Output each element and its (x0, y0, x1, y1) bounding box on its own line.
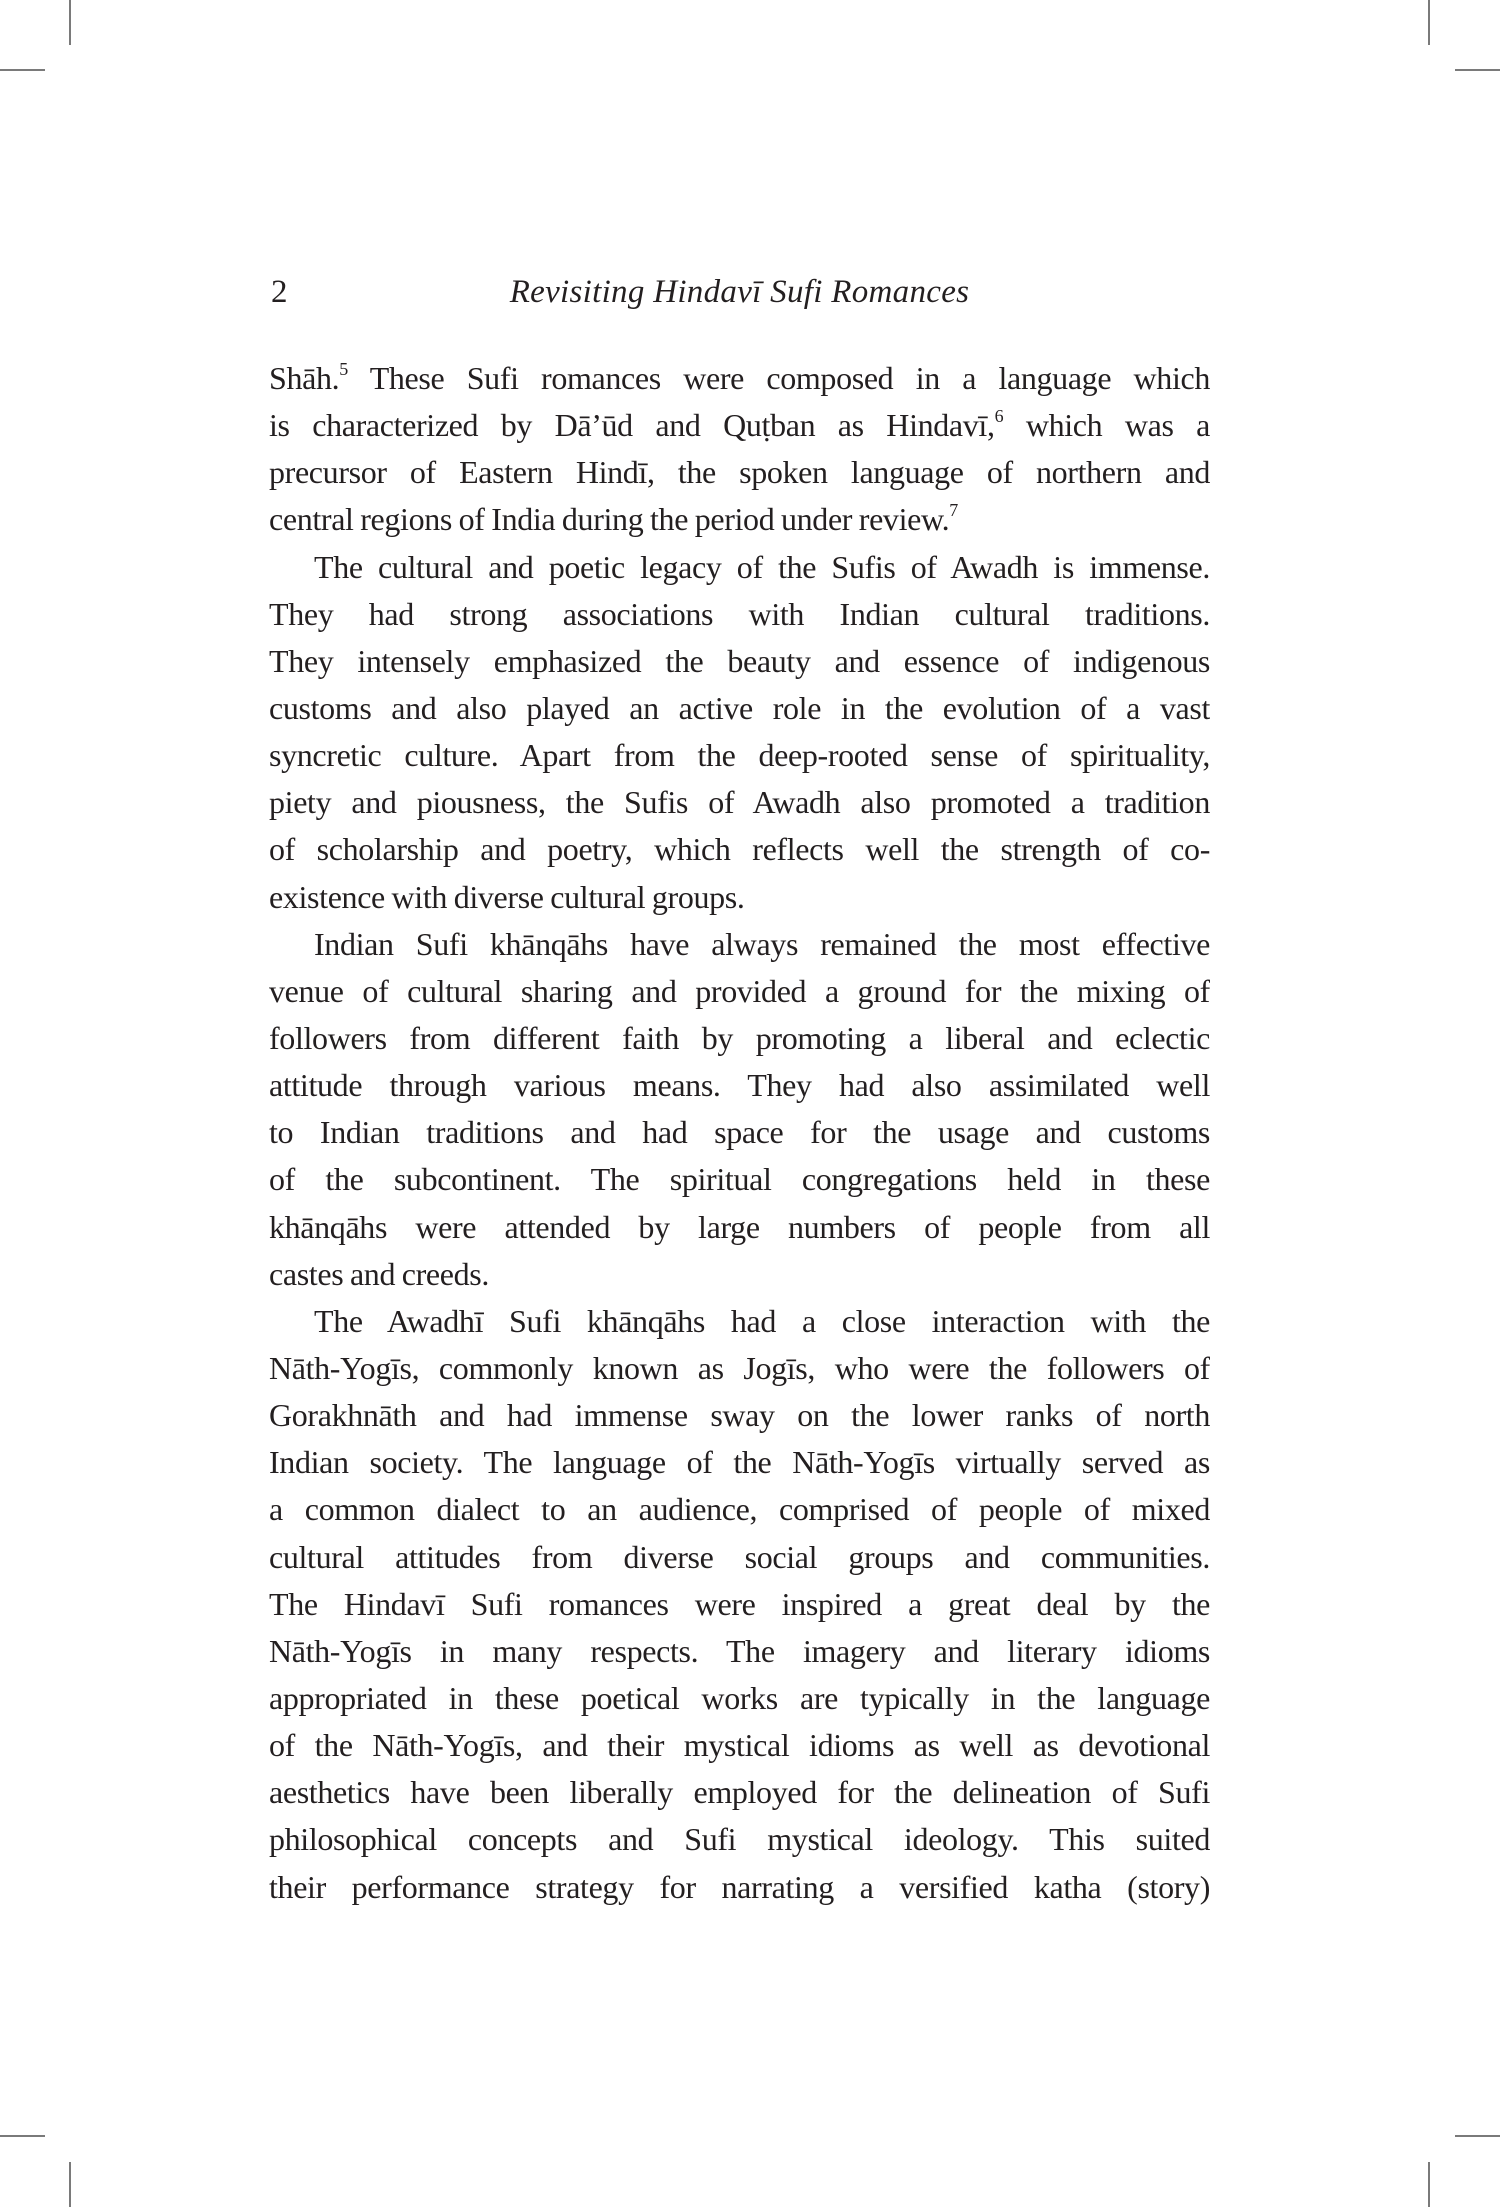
crop-mark-bottom-left-horizontal (0, 2135, 45, 2137)
text-run: Shāh. (269, 360, 340, 396)
body-text (269, 355, 1210, 1911)
crop-mark-bottom-right-horizontal (1455, 2135, 1500, 2137)
text-run: khānqāhs were attended by large numbers of people from all (269, 1208, 1210, 1245)
text-line (269, 1722, 1210, 1769)
text-run: of the Nāth-Yogīs, and their mystical idioms as well as devotional (269, 1727, 1210, 1764)
crop-mark-bottom-right-vertical (1428, 2162, 1430, 2207)
text-line (269, 1109, 1210, 1156)
text-run: These Sufi romances were composed in a language which (347, 360, 1210, 396)
text-run: piety and piousness, the Sufis of Awadh also promoted a tradition (269, 784, 1210, 821)
text-run: syncretic culture. Apart from the deep-rooted sense of spirituality, (269, 737, 1210, 774)
text-run: The Hindavī Sufi romances were inspired a great deal by the (269, 1585, 1210, 1622)
text-run: existence with diverse cultural groups. (269, 878, 745, 915)
text-run: They intensely emphasized the beauty and essence of indigenous (269, 642, 1210, 679)
text-line (269, 1298, 1210, 1345)
text-line (269, 402, 1210, 449)
text-run: Nāth-Yogīs in many respects. The imagery and literary idioms (269, 1632, 1210, 1669)
running-title: Revisiting Hindavī Sufi Romances (509, 274, 970, 310)
text-run: Gorakhnāth and had immense sway on the lower ranks of north (269, 1397, 1210, 1434)
text-line (269, 1486, 1210, 1533)
footnote-marker: 6 (994, 406, 1004, 427)
text-run: cultural attitudes from diverse social groups and communities. (269, 1538, 1210, 1575)
text-line (269, 1534, 1210, 1581)
text-run: venue of cultural sharing and provided a ground for the mixing of (269, 972, 1210, 1009)
text-run: castes and creeds. (269, 1255, 490, 1292)
text-run: which was a (1003, 407, 1210, 444)
text-line (269, 496, 1210, 543)
text-line (269, 779, 1210, 826)
text-line (269, 1628, 1210, 1675)
text-run: They had strong associations with Indian cultural traditions. (269, 595, 1210, 632)
text-line (269, 1015, 1210, 1062)
text-run: Nāth-Yogīs, commonly known as Jogīs, who were the followers of (269, 1349, 1210, 1386)
footnote-marker: 7 (949, 500, 958, 521)
text-run: followers from different faith by promoting a liberal and eclectic (269, 1019, 1210, 1056)
paragraph (269, 355, 1210, 544)
text-line (269, 874, 1210, 921)
paragraph (269, 544, 1210, 921)
text-run: Indian society. The language of the Nāth-Yogīs virtually served as (269, 1444, 1210, 1481)
text-run: The cultural and poetic legacy of the Sufis of Awadh is immense. (314, 548, 1210, 585)
text-run: aesthetics have been liberally employed for the delineation of Sufi (269, 1774, 1210, 1811)
text-line (269, 544, 1210, 591)
text-run: customs and also played an active role in the evolution of a vast (269, 689, 1210, 726)
text-run: of the subcontinent. The spiritual congregations held in these (269, 1161, 1210, 1198)
text-run: central regions of India during the period under review. (269, 501, 950, 538)
paragraph (269, 921, 1210, 1298)
text-run: a common dialect to an audience, comprised of people of mixed (269, 1491, 1210, 1528)
text-line (269, 732, 1210, 779)
crop-mark-bottom-left-vertical (69, 2162, 71, 2207)
text-run: to Indian traditions and had space for the usage and customs (269, 1114, 1210, 1151)
text-line (269, 1156, 1210, 1203)
crop-mark-top-right-horizontal (1455, 69, 1500, 71)
crop-mark-top-left-vertical (69, 0, 71, 45)
text-line (269, 968, 1210, 1015)
text-line (269, 1439, 1210, 1486)
text-line (269, 1062, 1210, 1109)
text-line (269, 638, 1210, 685)
crop-mark-top-left-horizontal (0, 69, 45, 71)
text-run: of scholarship and poetry, which reflects well the strength of co- (269, 831, 1210, 868)
text-line (269, 355, 1210, 402)
text-line (269, 1204, 1210, 1251)
text-line (269, 1816, 1210, 1863)
page-header (269, 272, 1210, 312)
text-run: their performance strategy for narrating a versified katha (story) (269, 1868, 1210, 1905)
text-run: The Awadhī Sufi khānqāhs had a close interaction with the (314, 1302, 1210, 1339)
crop-mark-top-right-vertical (1428, 0, 1430, 45)
text-run: appropriated in these poetical works are typically in the language (269, 1679, 1210, 1716)
text-run: attitude through various means. They had also assimilated well (269, 1067, 1210, 1104)
text-run: precursor of Eastern Hindī, the spoken language of northern and (269, 454, 1210, 491)
text-line (269, 1581, 1210, 1628)
text-run: Indian Sufi khānqāhs have always remained the most effective (314, 925, 1210, 962)
text-run: philosophical concepts and Sufi mystical ideology. This suited (269, 1821, 1210, 1858)
text-line (269, 1769, 1210, 1816)
text-line (269, 449, 1210, 496)
text-line (269, 1675, 1210, 1722)
text-line (269, 1345, 1210, 1392)
text-line (269, 921, 1210, 968)
text-line (269, 1864, 1210, 1911)
text-run: is characterized by Dā’ūd and Quṭban as Hindavī, (269, 407, 995, 444)
text-line (269, 826, 1210, 873)
text-line (269, 1392, 1210, 1439)
paragraph (269, 1298, 1210, 1911)
text-line (269, 591, 1210, 638)
page-number: 2 (271, 274, 288, 310)
footnote-marker: 5 (339, 359, 348, 379)
text-line (269, 1251, 1210, 1298)
text-line (269, 685, 1210, 732)
